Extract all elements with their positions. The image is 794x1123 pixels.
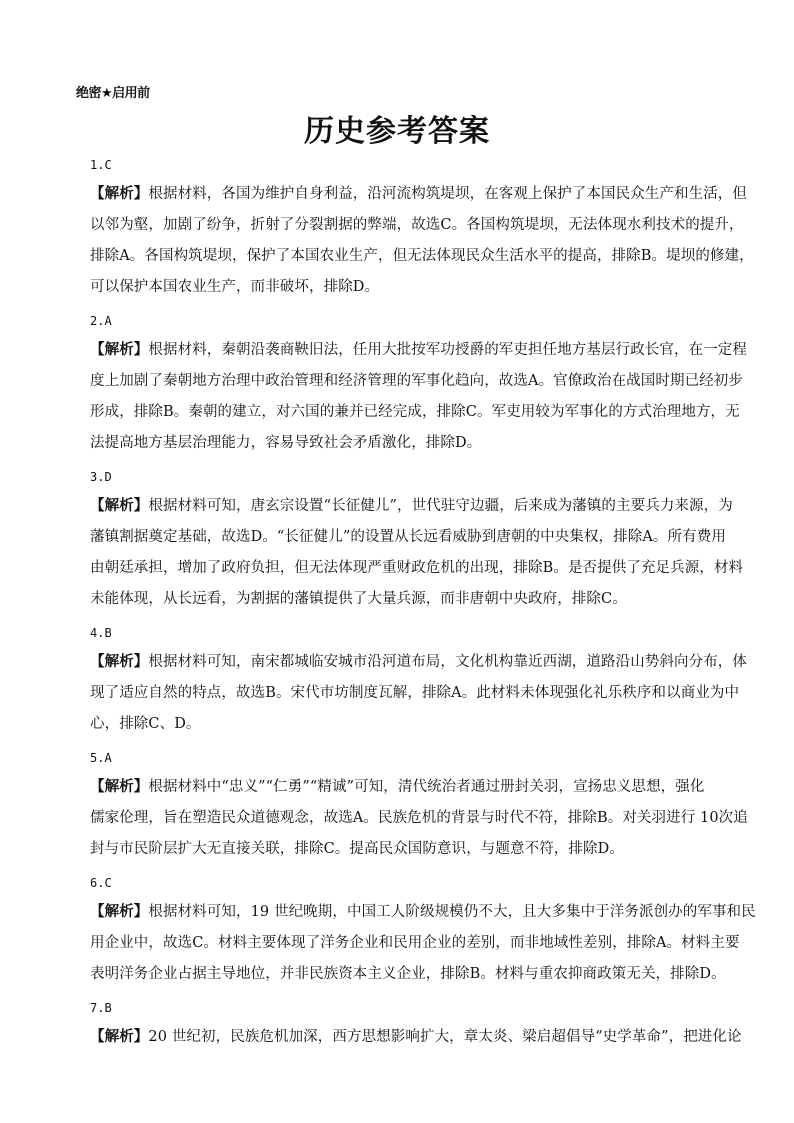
answer-line: 【解析】根据材料，各国为维护自身利益，沿河流构筑堤坝，在客观上保护了本国民众生产和生活，但 (90, 185, 748, 202)
answer-explanation (90, 896, 756, 990)
analysis-tag: 【解析】 (90, 778, 149, 795)
confidential-label: 绝密★启用前 (76, 86, 150, 101)
page-title: 历史参考答案 (304, 114, 490, 149)
answer-line: 法提高地方基层治理能力，容易导致社会矛盾激化，排除D。 (90, 435, 482, 451)
question-number: 4.B (90, 626, 112, 640)
question-number: 5.A (90, 751, 112, 765)
answer-line: 现了适应自然的特点，故选B。宋代市坊制度瓦解，排除A。此材料未体现强化礼乐秩序和以商业为中 (90, 685, 740, 701)
answer-explanation (90, 646, 748, 740)
answer-explanation (90, 334, 748, 459)
answer-explanation (90, 1021, 742, 1053)
question-number: 1.C (90, 158, 112, 172)
answer-line: 儒家伦理，旨在塑造民众道德观念，故选A。民族危机的背景与时代不符，排除B。对关羽进行 10次追 (90, 810, 748, 826)
answer-line: 用企业中，故选C。材料主要体现了洋务企业和民用企业的差别，而非地域性差别，排除A。材料主要 (90, 935, 740, 951)
answer-line: 【解析】根据材料中“忠义”“仁勇”“精诚”可知，清代统治者通过册封关羽，宣扬忠义思想，强化 (90, 778, 705, 795)
answer-line: 【解析】根据材料可知，南宋都城临安城市沿河道布局，文化机构靠近西湖，道路沿山势斜向分布，体 (90, 653, 748, 670)
answer-explanation (90, 771, 748, 865)
answer-line: 【解析】根据材料可知，19 世纪晚期，中国工人阶级规模仍不大，且大多集中于洋务派创办的军事和民 (90, 903, 756, 920)
answer-line: 表明洋务企业占据主导地位，并非民族资本主义企业，排除B。材料与重农抑商政策无关，排除D。 (90, 966, 726, 982)
question-number: 3.D (90, 470, 112, 484)
analysis-tag: 【解析】 (90, 653, 149, 670)
answer-line: 形成，排除B。秦朝的建立，对六国的兼并已经完成，排除C。军吏用较为军事化的方式治理地方，无 (90, 404, 740, 420)
answer-line: 藩镇割据奠定基础，故选D。“长征健儿”的设置从长远看威胁到唐朝的中央集权，排除A。所有费用 (90, 529, 726, 545)
answer-line: 心，排除C、D。 (90, 716, 201, 732)
answer-explanation (90, 178, 754, 303)
answer-line: 度上加剧了秦朝地方治理中政治管理和经济管理的军事化趋向，故选A。官僚政治在战国时期已经初步 (90, 373, 743, 389)
analysis-tag: 【解析】 (90, 497, 149, 514)
analysis-tag: 【解析】 (90, 341, 149, 358)
analysis-tag: 【解析】 (90, 903, 149, 920)
analysis-tag: 【解析】 (90, 185, 149, 202)
answer-line: 封与市民阶层扩大无直接关联，排除C。提高民众国防意识，与题意不符，排除D。 (90, 841, 624, 857)
answer-explanation (90, 490, 744, 615)
answer-line: 【解析】根据材料，秦朝沿袭商鞅旧法，任用大批按军功授爵的军吏担任地方基层行政长官，在一定程 (90, 341, 748, 358)
answer-line: 由朝廷承担，增加了政府负担，但无法体现严重财政危机的出现，排除B。是否提供了充足兵源，材料 (90, 560, 744, 576)
question-number: 6.C (90, 876, 112, 890)
answer-line: 排除A。各国构筑堤坝，保护了本国农业生产，但无法体现民众生活水平的提高，排除B。堤坝的修建， (90, 248, 754, 264)
question-number: 7.B (90, 1001, 112, 1015)
answer-line: 可以保护本国农业生产，而非破坏，排除D。 (90, 279, 380, 295)
question-number: 2.A (90, 314, 112, 328)
answer-line: 【解析】根据材料可知，唐玄宗设置“长征健儿”，世代驻守边疆，后来成为藩镇的主要兵力来源，为 (90, 497, 733, 514)
answer-line: 以邻为壑，加剧了纷争，折射了分裂割据的弊端，故选C。各国构筑堤坝，无法体现水利技术的提升， (90, 217, 744, 233)
answer-line: 未能体现，从长远看，为割据的藩镇提供了大量兵源，而非唐朝中央政府，排除C。 (90, 591, 627, 607)
analysis-tag: 【解析】 (90, 1028, 149, 1045)
answer-line: 【解析】20 世纪初，民族危机加深，西方思想影响扩大，章太炎、梁启超倡导“史学革命”，把进化论 (90, 1028, 742, 1045)
